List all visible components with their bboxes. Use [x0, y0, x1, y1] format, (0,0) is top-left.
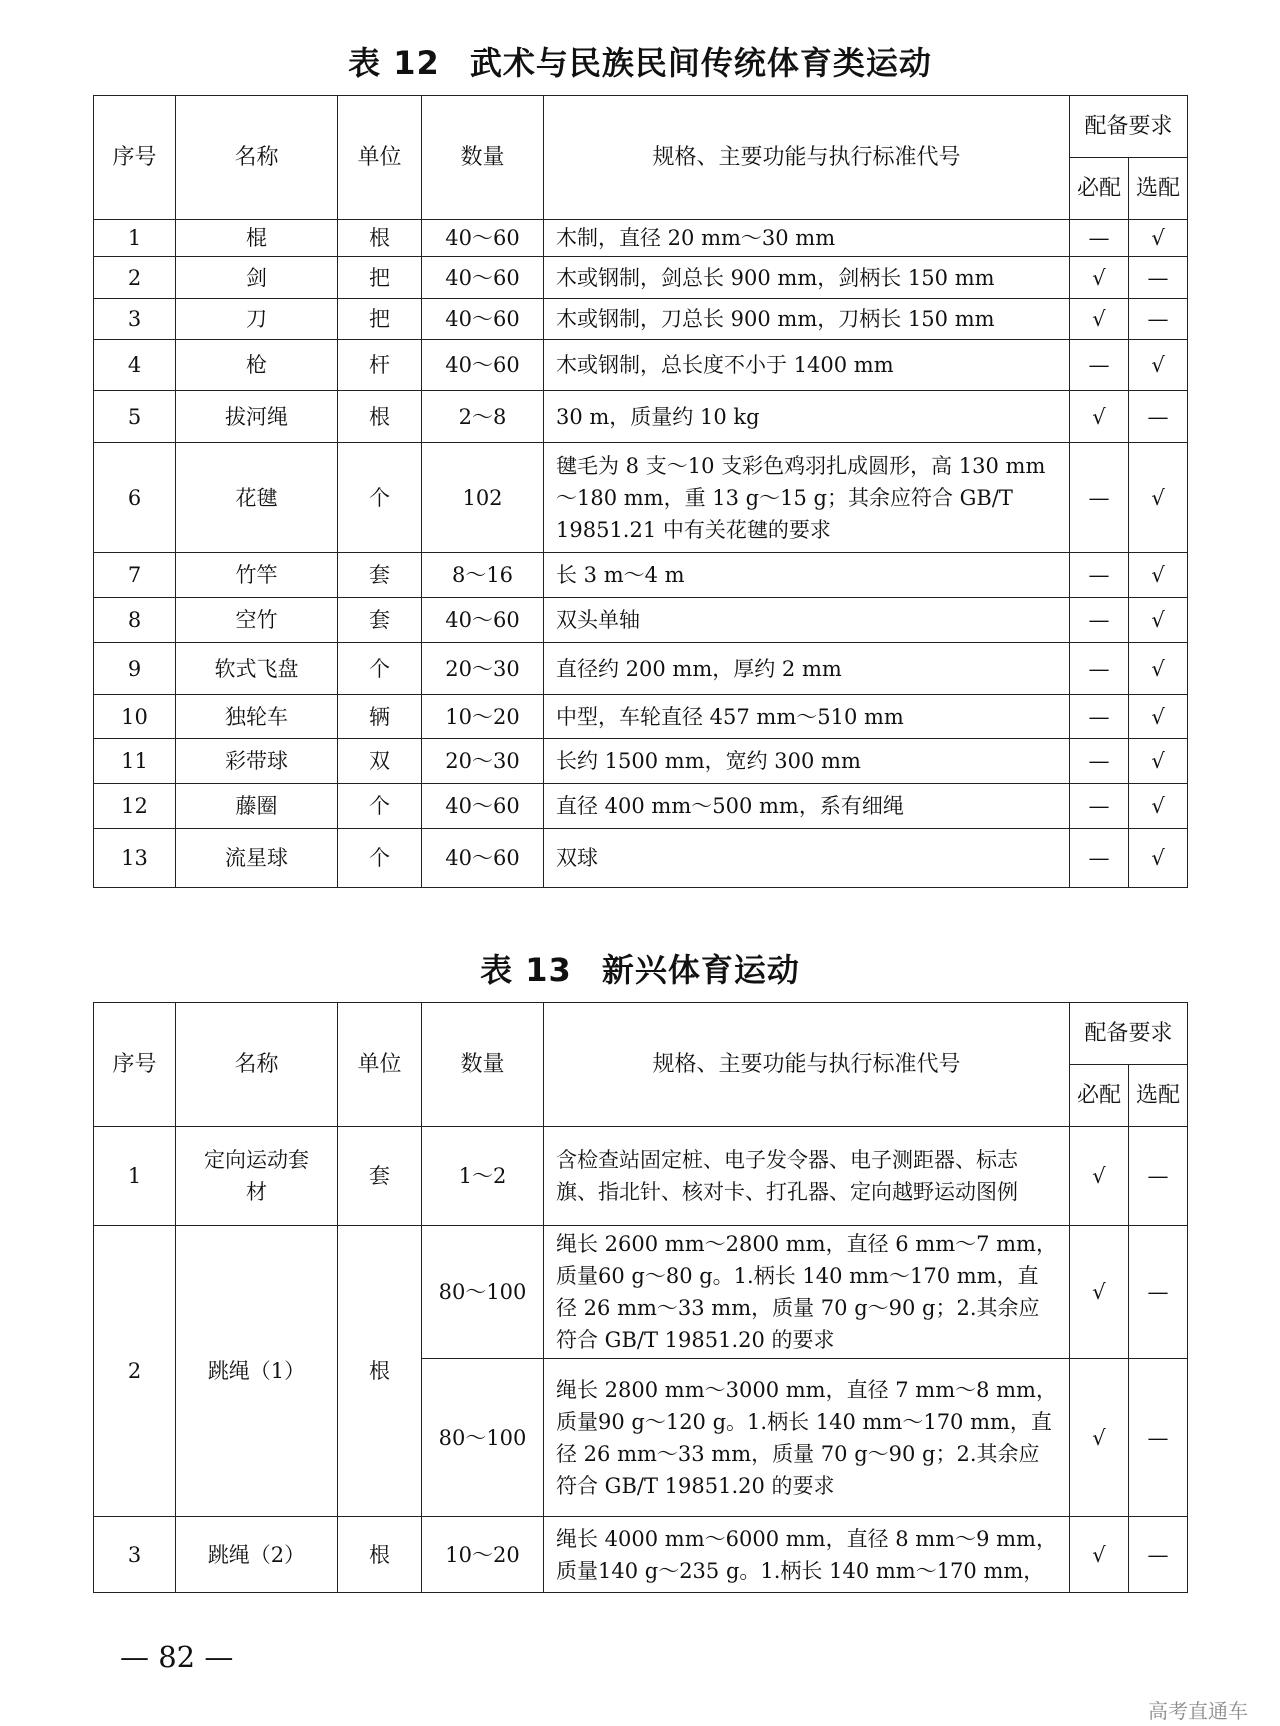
cell-spec: 30 m，质量约 10 kg: [544, 391, 1070, 443]
cell-optional: —: [1129, 391, 1188, 443]
cell-unit: 个: [338, 443, 422, 553]
table13-title: [0, 945, 1280, 991]
table-row: [94, 1517, 1188, 1593]
table-row: [94, 695, 1188, 739]
header-seq: 序号: [94, 1003, 176, 1127]
cell-unit: 个: [338, 784, 422, 829]
cell-optional: —: [1129, 1517, 1188, 1593]
cell-seq: 11: [94, 739, 176, 784]
cell-unit: 套: [338, 553, 422, 598]
cell-spec: 双球: [544, 829, 1070, 888]
cell-unit: 根: [338, 1226, 422, 1517]
cell-qty: 40～60: [422, 784, 544, 829]
cell-qty: 10～20: [422, 695, 544, 739]
cell-qty: 2～8: [422, 391, 544, 443]
table-row: [94, 340, 1188, 391]
cell-must: √: [1070, 1517, 1129, 1593]
cell-must: —: [1070, 553, 1129, 598]
cell-seq: 2: [94, 1226, 176, 1517]
table13-title-text: 新兴体育运动: [601, 951, 800, 989]
table-row: [94, 257, 1188, 299]
cell-name: 藤圈: [176, 784, 338, 829]
table13: [93, 1002, 1188, 1593]
cell-name: 剑: [176, 257, 338, 299]
cell-must: —: [1070, 739, 1129, 784]
cell-unit: 套: [338, 598, 422, 643]
cell-qty: 1～2: [422, 1127, 544, 1226]
table12: [93, 95, 1188, 888]
cell-must: —: [1070, 695, 1129, 739]
cell-name: 空竹: [176, 598, 338, 643]
cell-spec: 直径约 200 mm，厚约 2 mm: [544, 643, 1070, 695]
table12-title: [0, 38, 1280, 84]
cell-qty: 40～60: [422, 220, 544, 257]
cell-seq: 8: [94, 598, 176, 643]
table-row: [94, 553, 1188, 598]
table-row: [94, 784, 1188, 829]
cell-name: 跳绳（2）: [176, 1517, 338, 1593]
table-row: [94, 299, 1188, 340]
table-row: [94, 829, 1188, 888]
page-number: — 82 —: [120, 1640, 234, 1674]
cell-qty: 40～60: [422, 829, 544, 888]
cell-qty: 102: [422, 443, 544, 553]
cell-name: 刀: [176, 299, 338, 340]
header-unit: 单位: [338, 96, 422, 220]
header-unit: 单位: [338, 1003, 422, 1127]
cell-spec: 双头单轴: [544, 598, 1070, 643]
cell-optional: —: [1129, 1127, 1188, 1226]
cell-must: —: [1070, 643, 1129, 695]
cell-unit: 根: [338, 391, 422, 443]
cell-must: —: [1070, 598, 1129, 643]
cell-spec: 绳长 4000 mm～6000 mm，直径 8 mm～9 mm，质量140 g～235 g。1.柄长 140 mm～170 mm，: [544, 1517, 1070, 1593]
cell-seq: 3: [94, 299, 176, 340]
cell-seq: 9: [94, 643, 176, 695]
cell-seq: 5: [94, 391, 176, 443]
cell-must: —: [1070, 784, 1129, 829]
cell-optional: √: [1129, 340, 1188, 391]
cell-optional: √: [1129, 443, 1188, 553]
cell-unit: 个: [338, 643, 422, 695]
cell-must: √: [1070, 299, 1129, 340]
cell-spec: 木制，直径 20 mm～30 mm: [544, 220, 1070, 257]
cell-unit: 个: [338, 829, 422, 888]
cell-qty: 40～60: [422, 257, 544, 299]
cell-optional: —: [1129, 299, 1188, 340]
cell-must: —: [1070, 220, 1129, 257]
header-spec: 规格、主要功能与执行标准代号: [544, 96, 1070, 220]
table12-title-text: 武术与民族民间传统体育类运动: [469, 44, 932, 82]
cell-spec: 绳长 2600 mm～2800 mm，直径 6 mm～7 mm，质量60 g～80 g。1.柄长 140 mm～170 mm，直径 26 mm～33 mm，质量 70 g～90 g；2.其余应符合 GB/T 19851.20 的要求: [544, 1226, 1070, 1359]
header-seq: 序号: [94, 96, 176, 220]
cell-spec: 长约 1500 mm，宽约 300 mm: [544, 739, 1070, 784]
cell-seq: 7: [94, 553, 176, 598]
table-row: [94, 598, 1188, 643]
cell-must: —: [1070, 829, 1129, 888]
cell-name: 独轮车: [176, 695, 338, 739]
cell-must: √: [1070, 257, 1129, 299]
cell-optional: —: [1129, 1359, 1188, 1517]
cell-name: 竹竿: [176, 553, 338, 598]
cell-name: 定向运动套材: [176, 1127, 338, 1226]
cell-spec: 毽毛为 8 支～10 支彩色鸡羽扎成圆形，高 130 mm～180 mm，重 13 g～15 g；其余应符合 GB/T 19851.21 中有关花毽的要求: [544, 443, 1070, 553]
cell-seq: 1: [94, 220, 176, 257]
cell-name: 流星球: [176, 829, 338, 888]
header-name: 名称: [176, 1003, 338, 1127]
cell-name: 拔河绳: [176, 391, 338, 443]
cell-must: √: [1070, 391, 1129, 443]
cell-qty: 80～100: [422, 1226, 544, 1359]
table-row: [94, 443, 1188, 553]
cell-seq: 2: [94, 257, 176, 299]
cell-name: 枪: [176, 340, 338, 391]
cell-qty: 20～30: [422, 739, 544, 784]
cell-must: √: [1070, 1359, 1129, 1517]
cell-spec: 木或钢制，总长度不小于 1400 mm: [544, 340, 1070, 391]
cell-unit: 杆: [338, 340, 422, 391]
table-row: [94, 739, 1188, 784]
table-row: [94, 643, 1188, 695]
cell-qty: 10～20: [422, 1517, 544, 1593]
header-qty: 数量: [422, 96, 544, 220]
cell-optional: √: [1129, 598, 1188, 643]
header-req: 配备要求: [1070, 1003, 1188, 1065]
cell-must: —: [1070, 443, 1129, 553]
cell-optional: √: [1129, 220, 1188, 257]
cell-optional: √: [1129, 829, 1188, 888]
cell-qty: 80～100: [422, 1359, 544, 1517]
cell-seq: 1: [94, 1127, 176, 1226]
table-row: [94, 1127, 1188, 1226]
cell-unit: 根: [338, 1517, 422, 1593]
table-row: [94, 220, 1188, 257]
cell-seq: 13: [94, 829, 176, 888]
cell-must: —: [1070, 340, 1129, 391]
cell-spec: 直径 400 mm～500 mm，系有细绳: [544, 784, 1070, 829]
cell-spec: 木或钢制，刀总长 900 mm，刀柄长 150 mm: [544, 299, 1070, 340]
cell-spec: 长 3 m～4 m: [544, 553, 1070, 598]
cell-must: √: [1070, 1226, 1129, 1359]
cell-must: √: [1070, 1127, 1129, 1226]
cell-qty: 8～16: [422, 553, 544, 598]
cell-name: 跳绳（1）: [176, 1226, 338, 1517]
header-spec: 规格、主要功能与执行标准代号: [544, 1003, 1070, 1127]
cell-qty: 40～60: [422, 340, 544, 391]
header-optional: 选配: [1129, 158, 1188, 220]
cell-spec: 中型，车轮直径 457 mm～510 mm: [544, 695, 1070, 739]
header-must: 必配: [1070, 1065, 1129, 1127]
cell-optional: √: [1129, 784, 1188, 829]
cell-name: 软式飞盘: [176, 643, 338, 695]
cell-name: 花毽: [176, 443, 338, 553]
cell-seq: 10: [94, 695, 176, 739]
cell-unit: 把: [338, 257, 422, 299]
cell-seq: 6: [94, 443, 176, 553]
cell-optional: —: [1129, 257, 1188, 299]
cell-optional: —: [1129, 1226, 1188, 1359]
cell-optional: √: [1129, 695, 1188, 739]
cell-spec: 含检查站固定桩、电子发令器、电子测距器、标志旗、指北针、核对卡、打孔器、定向越野运动图例: [544, 1127, 1070, 1226]
cell-seq: 3: [94, 1517, 176, 1593]
table13-label: 表 13: [480, 951, 572, 989]
cell-qty: 20～30: [422, 643, 544, 695]
cell-qty: 40～60: [422, 299, 544, 340]
header-qty: 数量: [422, 1003, 544, 1127]
header-req: 配备要求: [1070, 96, 1188, 158]
cell-name: 棍: [176, 220, 338, 257]
watermark: 高考直通车: [1148, 1699, 1248, 1723]
cell-seq: 12: [94, 784, 176, 829]
header-optional: 选配: [1129, 1065, 1188, 1127]
header-must: 必配: [1070, 158, 1129, 220]
cell-unit: 把: [338, 299, 422, 340]
cell-qty: 40～60: [422, 598, 544, 643]
cell-unit: 双: [338, 739, 422, 784]
cell-unit: 辆: [338, 695, 422, 739]
cell-optional: √: [1129, 643, 1188, 695]
table-row: [94, 1226, 1188, 1359]
header-name: 名称: [176, 96, 338, 220]
cell-unit: 套: [338, 1127, 422, 1226]
table-row: [94, 391, 1188, 443]
cell-name: 彩带球: [176, 739, 338, 784]
cell-optional: √: [1129, 739, 1188, 784]
cell-seq: 4: [94, 340, 176, 391]
cell-spec: 绳长 2800 mm～3000 mm，直径 7 mm～8 mm，质量90 g～120 g。1.柄长 140 mm～170 mm，直径 26 mm～33 mm，质量 70 g～90 g；2.其余应符合 GB/T 19851.20 的要求: [544, 1359, 1070, 1517]
table12-label: 表 12: [348, 44, 440, 82]
cell-unit: 根: [338, 220, 422, 257]
cell-spec: 木或钢制，剑总长 900 mm，剑柄长 150 mm: [544, 257, 1070, 299]
cell-optional: √: [1129, 553, 1188, 598]
